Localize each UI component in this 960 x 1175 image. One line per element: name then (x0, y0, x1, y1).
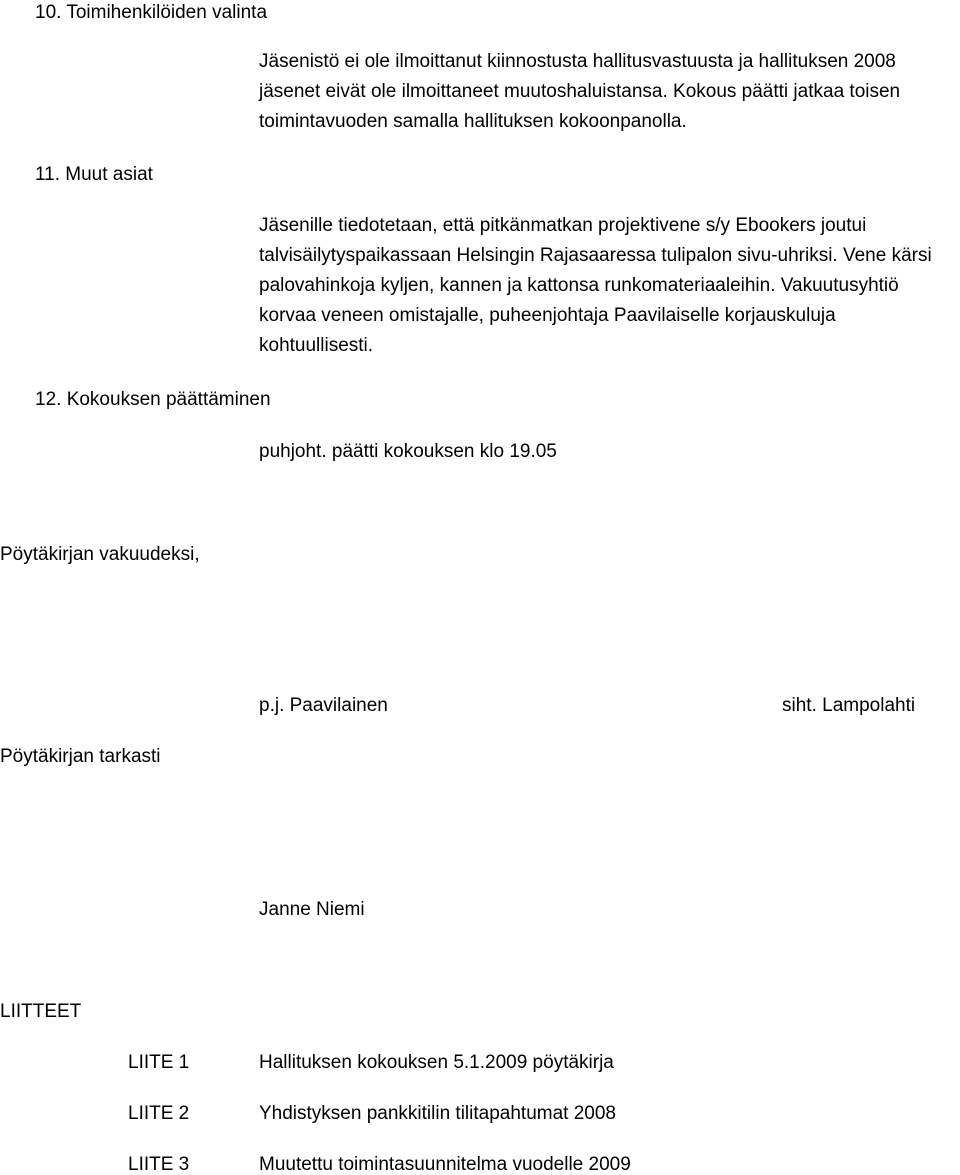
attachments-heading: LIITTEET (0, 1001, 82, 1022)
attachment-title: Yhdistyksen pankkitilin tilitapahtumat 2008 (259, 1103, 616, 1124)
secretary-signature: siht. Lampolahti (782, 695, 916, 716)
section-12-body: puhjoht. päätti kokouksen klo 19.05 (259, 441, 557, 462)
chair-signature: p.j. Paavilainen (259, 695, 388, 716)
section-11-line: kohtuullisesti. (259, 335, 374, 356)
section-12-heading: 12. Kokouksen päättäminen (35, 389, 271, 410)
checked-label: Pöytäkirjan tarkasti (0, 746, 161, 767)
section-11-heading: 11. Muut asiat (35, 164, 153, 185)
section-10-line: toimintavuoden samalla hallituksen kokoonpanolla. (259, 111, 687, 132)
section-10-line: jäsenet eivät ole ilmoittaneet muutoshaluistansa. Kokous päätti jatkaa toisen (259, 81, 901, 102)
section-11-line: korvaa veneen omistajalle, puheenjohtaja Paavilaiselle korjauskuluja (259, 305, 836, 326)
section-11-line: Jäsenille tiedotetaan, että pitkänmatkan projektivene s/y Ebookers joutui (259, 215, 867, 236)
attachment-title: Muutettu toimintasuunnitelma vuodelle 2009 (259, 1154, 631, 1175)
section-11-line: talvisäilytyspaikassaan Helsingin Rajasaaressa tulipalon sivu-uhriksi. Vene kärsi (259, 245, 932, 266)
section-10-line: Jäsenistö ei ole ilmoittanut kiinnostusta hallitusvastuusta ja hallituksen 2008 (259, 51, 896, 72)
closing-statement: Pöytäkirjan vakuudeksi, (0, 544, 200, 565)
section-11-line: palovahinkoja kyljen, kannen ja kattonsa runkomateriaaleihin. Vakuutusyhtiö (259, 275, 899, 296)
attachment-label: LIITE 1 (128, 1052, 190, 1073)
attachment-title: Hallituksen kokouksen 5.1.2009 pöytäkirja (259, 1052, 614, 1073)
section-11-body (259, 211, 932, 361)
checker-signature: Janne Niemi (259, 899, 365, 920)
section-10-heading: 10. Toimihenkilöiden valinta (35, 2, 268, 23)
attachment-label: LIITE 3 (128, 1154, 190, 1175)
attachment-label: LIITE 2 (128, 1103, 190, 1124)
section-10-body (259, 47, 900, 137)
